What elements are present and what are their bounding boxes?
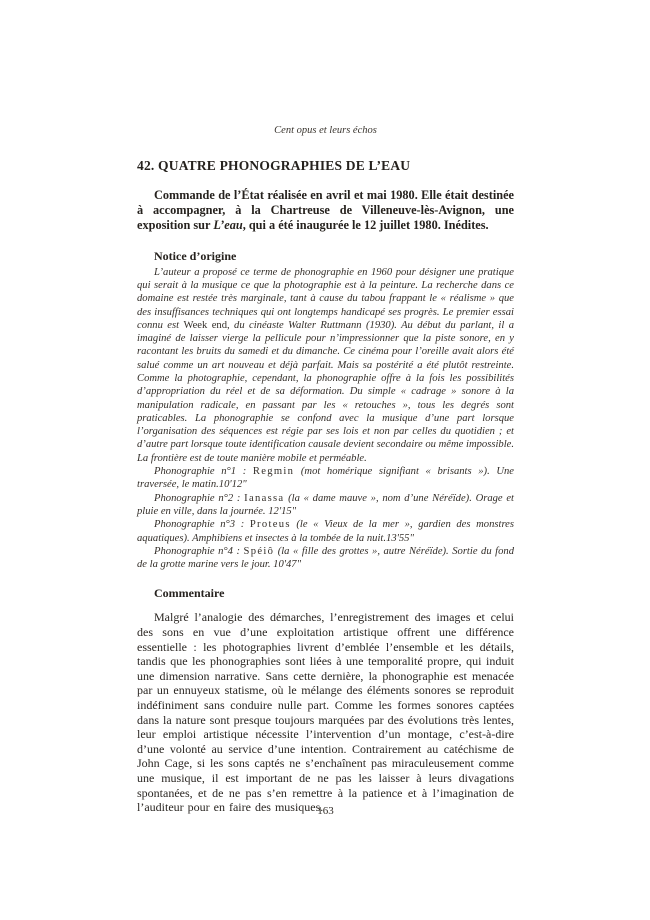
intro-text-tail: , qui a été inaugurée le 12 juillet 1980. Inédites.	[242, 218, 489, 233]
phonographie-duration: 10'12"	[218, 479, 247, 491]
notice-body-paragraph	[137, 266, 514, 465]
phonographie-entry-2	[137, 492, 514, 519]
phonographie-duration: 12'15"	[268, 505, 297, 517]
phonographie-duration: 13'55"	[386, 532, 414, 544]
running-header: Cent opus et leurs échos	[274, 125, 377, 136]
phonographie-name: Regmin	[252, 466, 295, 478]
phonographie-name: Spéiô	[243, 545, 275, 557]
phonographie-description: (mot homérique signifiant « brisants »). Une traversée, le matin.	[137, 466, 515, 491]
intro-work-title: L’eau	[213, 218, 243, 233]
page-number: 163	[317, 805, 334, 817]
chapter-title: 42. QUATRE PHONOGRAPHIES DE L’EAU	[137, 158, 411, 173]
book-page	[137, 0, 514, 920]
phonographie-duration: 10'47"	[273, 559, 302, 571]
commentaire-heading: Commentaire	[154, 586, 225, 601]
phonographie-label: Phonographie n°4 :	[154, 545, 244, 557]
phonographie-label: Phonographie n°1 :	[154, 466, 253, 478]
intro-text-lead: Commande de l’État réalisée en avril et mai 1980. Elle était destinée à accompagner, à la Chartreuse de Villeneuve-lès-Avignon, une exposition sur	[137, 188, 514, 233]
commentary-paragraph: Malgré l’analogie des démarches, l’enregistrement des images et celui des sons en vue d’une exploitation artistique offrent une différence essentielle : les photographies livrent d’emblée l’ensemble et les détails, tandis que les phonographies sont liées à une temporalité propre, qui induit une dimension narrative. Sans cette dernière, la phonographie est menacée par un ennuyeux statisme, où le mélange des éléments sonores se reproduit indéfiniment sans conduire nulle part. Comme les formes sonores captées dans la nature sont presque toujours marquées par des évolutions très lentes, leur emploi artistique nécessite l’intervention d’un montage, c’est-à-dire d’une volonté au service d’une intention. Contrairement au catéchisme de John Cage, si les sons captés ne s’enchaînent pas miraculeusement comme une musique, il est important de ne pas les laisser à leurs divagations spontanées, et de ne pas s’en remettre à la patience et à l’imagination de l’auditeur pour en faire des musiques.	[137, 610, 514, 815]
notice-text-part1: L’auteur a proposé ce terme de phonographie en 1960 pour désigner une pratique qui serait à la musique ce que la photographie est à la peinture. La recherche dans ce domaine est restée très marginale, tant à cause du tabou frappant le « réalisme » que des insuffisances techniques qui ont longtemps handicapé ses progrès. Le premier essai connu est	[137, 266, 514, 331]
phonographie-label: Phonographie n°3 :	[154, 519, 250, 531]
phonographie-entry-3	[137, 518, 514, 545]
notice-work-title: Week end,	[183, 319, 230, 331]
phonographie-label: Phonographie n°2 :	[154, 492, 245, 504]
phonographie-name: Ianassa	[244, 492, 285, 504]
phonographie-description: (la « dame mauve », nom d’une Néréïde). Orage et pluie en ville, dans la journée.	[137, 492, 514, 517]
phonographie-entry-1	[137, 465, 514, 492]
phonographie-description: (la « fille des grottes », autre Néréïde). Sortie du fond de la grotte marine vers le jour.	[137, 545, 514, 571]
phonographie-description: (le « Vieux de la mer », gardien des monstres aquatiques). Amphibiens et insectes à la tombée de la nuit.	[137, 519, 514, 544]
phonographie-name: Proteus	[249, 519, 291, 531]
notice-text-part2: du cinéaste Walter Ruttmann (1930). Au début du parlant, il a imaginé de laisser vierge la pellicule pour n’impressionner que la piste sonore, en y racontant les bruits du samedi et du dimanche. Ce cinéma pour l’oreille avait alors été salué comme un art nouveau et déjà parfait. Mais sa postérité a été plutôt restreinte. Comme la photographie, cependant, la phonographie offre à la fois les possibilités d’appropriation du réel et de sa déformation. Du simple « cadrage » sonore à la manipulation radicale, en passant par les « retouches », tous les degrés sont praticables. La phonographie se confond avec la musique d’une part lorsque l’organisation des séquences est régie par ses lois et non par celles du quotidien ; et d’autre part lorsque toute identification causale devient secondaire ou même impossible. La frontière est de toute manière mobile et perméable.	[137, 319, 514, 464]
intro-paragraph	[137, 188, 514, 234]
phonographie-entry-4	[137, 545, 514, 572]
notice-heading: Notice d’origine	[154, 248, 237, 263]
